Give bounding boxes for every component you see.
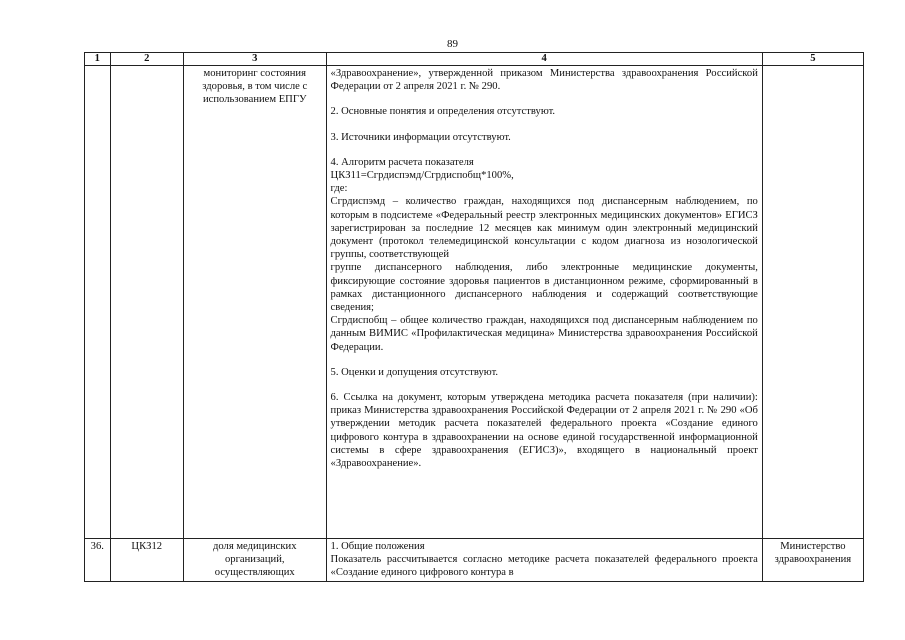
methodology-paragraph: где:: [330, 183, 348, 195]
header-cell-1: 1: [85, 53, 111, 66]
methodology-paragraph: группе диспансерного наблюдения, либо электронные медицинские документы, фиксирующие состояние здоровья пациентов в дистанционном режиме, сформированный в рамках дистанционного диспансерного наблюдения и содержащий соответствующие сведения;: [330, 262, 758, 314]
methodology-paragraph: 4. Алгоритм расчета показателя: [330, 156, 474, 168]
row2-number: 36.: [85, 539, 111, 582]
methodology-paragraph: «Здравоохранение», утвержденной приказом Министерства здравоохранения Российской Федерации от 2 апреля 2021 г. № 290.: [330, 68, 758, 93]
methodology-paragraph: Показатель рассчитывается согласно методике расчета показателей федерального проекта «Создание единого цифрового контура в: [330, 554, 758, 579]
methodology-paragraph: 3. Источники информации отсутствуют.: [330, 131, 511, 143]
header-row: [85, 53, 864, 66]
row1-indicator-name: мониторинг состояния здоровья, в том числе с использованием ЕПГУ: [183, 66, 326, 539]
row2-methodology: [326, 539, 762, 582]
document-table: [84, 52, 864, 582]
methodology-paragraph: 2. Основные понятия и определения отсутствуют.: [330, 106, 556, 118]
methodology-paragraph: 1. Общие положения: [330, 541, 425, 552]
row2-responsible: Министерство здравоохранения: [762, 539, 863, 582]
methodology-paragraph: 5. Оценки и допущения отсутствуют.: [330, 366, 499, 378]
methodology-formula: ЦКЗ11=Сгрдиспэмд/Сгрдиспобщ*100%,: [330, 170, 514, 182]
row2-indicator-name: доля медицинских организаций, осуществляющих: [183, 539, 326, 582]
methodology-paragraph: Сгрдиспэмд – количество граждан, находящихся под диспансерным наблюдением, по которым в подсистеме «Федеральный реестр электронных медицинских документов» ЕГИСЗ зарегистрирован за последние 12 месяцев как минимум один электронный медицинский документ (протокол телемедицинской консультации с кодом диагноза из нозологической группы, соответствующей: [330, 196, 758, 261]
header-cell-5: 5: [762, 53, 863, 66]
methodology-paragraph: Сгрдиспобщ – общее количество граждан, находящихся под диспансерным наблюдением по данным ВИМИС «Профилактическая медицина» Министерства здравоохранения Российской Федерации.: [330, 315, 758, 353]
row1-methodology: [326, 66, 762, 539]
table-row: [85, 539, 864, 582]
row1-number: [85, 66, 111, 539]
methodology-paragraph: 6. Ссылка на документ, которым утверждена методика расчета показателя (при наличии): приказ Министерства здравоохранения Российской Федерации от 2 апреля 2021 г. № 290 «Об утверждении методик расчета показателей федерального проекта «Создание единого цифрового контура в здравоохранении на основе единой государственной информационной системы в сфере здравоохранения (ЕГИСЗ)», входящего в национальный проект «Здравоохранение».: [330, 392, 758, 470]
table-row: [85, 66, 864, 539]
row1-code: [110, 66, 183, 539]
page-number: 89: [447, 38, 458, 50]
header-cell-3: 3: [183, 53, 326, 66]
row1-responsible: [762, 66, 863, 539]
row2-code: ЦКЗ12: [110, 539, 183, 582]
header-cell-4: 4: [326, 53, 762, 66]
header-cell-2: 2: [110, 53, 183, 66]
